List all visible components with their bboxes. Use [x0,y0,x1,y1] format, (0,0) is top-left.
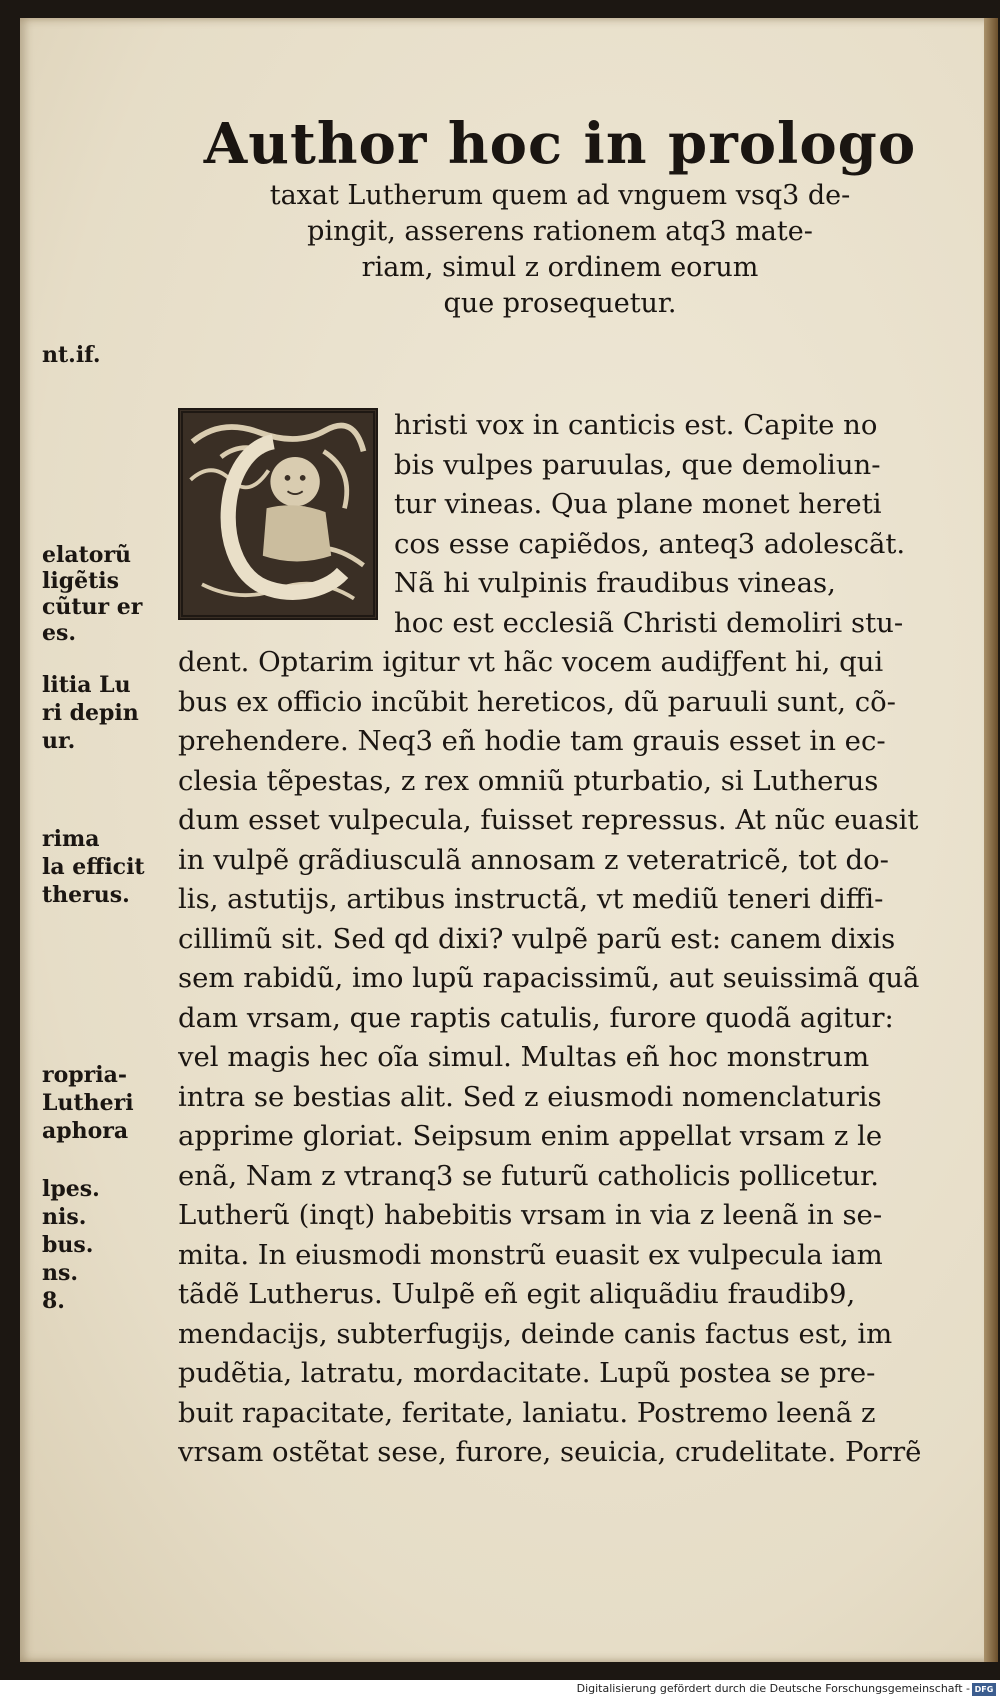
text-line: tãdẽ Lutherus. Uulpẽ eñ egit aliquãdiu fraudib9, [178,1278,856,1310]
text-line: cillimũ sit. Sed qd dixi? vulpẽ parũ est: canem dixis [178,922,896,955]
margin-note: ns. [42,1260,79,1286]
margin-note: cũtur er [42,594,143,620]
margin-note: la efficit [42,854,145,880]
heading-title: Author hoc in prologo [203,111,917,177]
book-page [20,18,998,1662]
text-line: lis, astutijs, artibus instructã, vt mediũ teneri diffi- [178,883,884,915]
margin-note: aphora [42,1118,129,1144]
text-line: vel magis hec oĩa simul. Multas eñ hoc monstrum [178,1041,870,1073]
text-line: tur vineas. Qua plane monet hereti [394,488,882,520]
digitization-footer [0,1680,1000,1700]
margin-note: ur. [42,728,76,754]
text-line: prehendere. Neq3 eñ hodie tam grauis esset in ec- [178,725,886,757]
text-line: Lutherũ (inqt) habebitis vrsam in via z leenã in se- [178,1199,883,1231]
margin-note: litia Lu [42,672,131,698]
heading-line-1: taxat Lutherum quem ad vnguem vsq3 de- [269,180,851,211]
text-line: bis vulpes paruulas, que demoliun- [394,448,881,481]
text-line: intra se bestias alit. Sed z eiusmodi nomenclaturis [178,1080,882,1113]
text-line: vrsam ostẽtat sese, furore, seuicia, crudelitate. Porrẽ [178,1436,922,1468]
text-line: cos esse capiẽdos, anteq3 adolescãt. [394,527,906,560]
text-line: apprime gloriat. Seipsum enim appellat vrsam z le [178,1120,883,1152]
margin-note: lpes. [42,1176,100,1202]
margin-note: 8. [42,1288,65,1314]
text-line: dent. Optarim igitur vt hãc vocem audiƒƒent hi, qui [178,646,884,678]
chapter-heading [180,110,940,322]
margin-note: ri depin [42,700,139,726]
margin-note: bus. [42,1232,94,1258]
page-edge [984,18,998,1662]
margin-note: nis. [42,1204,87,1230]
text-line: mita. In eiusmodi monstrũ euasit ex vulpecula iam [178,1238,883,1271]
margin-note: es. [42,620,77,646]
heading-line-4: que prosequetur. [443,288,677,319]
text-line: enã, Nam z vtranq3 se futurũ catholicis pollicetur. [178,1159,880,1192]
text-line: buit rapacitate, feritate, laniatu. Postremo leenã z [178,1396,876,1429]
text-line: dum esset vulpecula, fuisset repressus. At nũc euasit [178,804,919,836]
text-line: sem rabidũ, imo lupũ rapacissimũ, aut seuissimã quã [178,962,920,994]
heading-line-2: pingit, asserens rationem atq3 mate- [307,216,813,247]
text-line: clesia tẽpestas, z rex omniũ pturbatio, si Lutherus [178,764,879,797]
text-line: Nã hi vulpinis fraudibus vineas, [394,567,836,599]
text-line: bus ex officio incũbit hereticos, dũ paruuli sunt, cõ- [178,685,896,718]
margin-note: ligẽtis [42,568,119,594]
margin-note: elatorũ [42,542,132,568]
text-line: hristi vox in canticis est. Capite no [394,409,878,441]
text-line: pudẽtia, latratu, mordacitate. Lupũ postea se pre- [178,1357,876,1389]
margin-note: therus. [42,882,130,908]
margin-note: Lutheri [42,1090,134,1116]
body-text [178,406,948,1473]
text-line: dam vrsam, que raptis catulis, furore quodã agitur: [178,1001,894,1034]
margin-note: ropria- [42,1062,127,1088]
text-line: hoc est ecclesiã Christi demoliri stu- [394,606,904,639]
dfg-logo: DFG [972,1683,996,1696]
text-line: in vulpẽ grãdiusculã annosam z veteratricẽ, tot do- [178,843,889,876]
margin-note: rima [42,826,100,852]
heading-line-3: riam, simul z ordinem eorum [361,252,759,283]
text-line: mendacijs, subterfugijs, deinde canis factus est, im [178,1317,893,1350]
margin-note: nt.if. [42,342,101,368]
funding-credit: Digitalisierung gefördert durch die Deutsche Forschungsgemeinschaft - [576,1682,970,1695]
